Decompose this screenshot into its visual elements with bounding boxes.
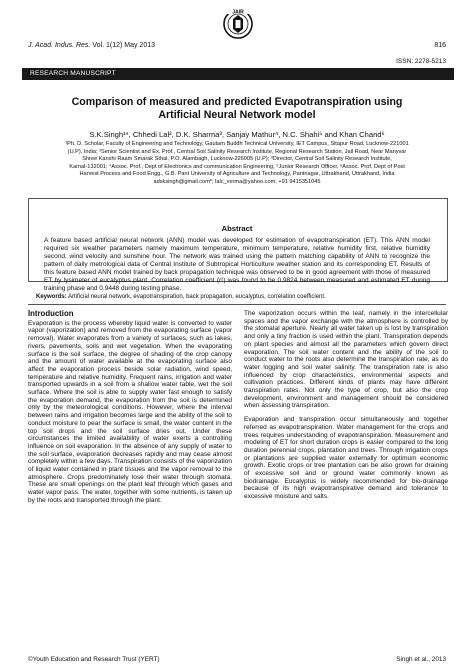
journal-reference: [28, 42, 155, 49]
keywords: [36, 294, 446, 300]
introduction-heading: Introduction: [28, 309, 74, 318]
article-title: [40, 96, 434, 122]
affiliation-line: Harvest Process and Food Engg., G.B. Pant University of Agriculture and Technology, Pantnagar, Uttrakhand, Uttrakhand, India: [79, 171, 395, 177]
title-line-1: Comparison of measured and predicted Evapotranspiration using: [71, 96, 403, 108]
manuscript-banner: [22, 68, 454, 80]
intro-paragraph: Evaporation is the process whereby liquid water is converted to water vapor (vaporization) and removed from the evaporating surface (vapor removal). Water evaporates from a variety of surfaces, such as lakes, rivers, pavements, soils and wet vegetation. When the evaporating surface is the soil surface, the degree of shading of the crop canopy and the amount of water available at the evaporating surface also affect the evaporation process beside solar radiation, wind speed, temperature and relative humidity. Frequent rains, irrigation and water transported upwards in a soil from a shallow water table, wet the soil surface. Where the soil is able to supply water fast enough to satisfy the evaporation demand, the evaporation from the soil is determined only by the meteorological conditions. However, where the interval between rains and irrigation becomes large and the ability of the soil to conduct moisture to pear the surface is small, the water content in the top soil drops and the soil surface dries out. Under these circumstances the limited availability of water exerts a controlling influence on soil evaporation. In the absence of any supply of water to the soil surface, evaporation decreases rapidly and may cease almost completely within a few days. Transpiration consists of the vaporization of liquid water contained in plant tissues and the vapor removal to the atmosphere. Crops predominately lose their water through stomata. These are small openings on the plant leaf through which gases and water vapor pass. The water, together with some nutrients, is taken up by the roots and transported through the plant.: [28, 319, 232, 504]
abstract-text: A feature based artificial neural network (ANN) model was developed for estimation of evapotranspiration (ET). This ANN model required six weather parameters namely maximum temperature, minimum temperature, relative humidity first, relative humidity second, wind velocity and sunshine hour. The network was trained using the pattern matching capability of ANN to recognize the pattern of daily metrological data of Central Institute of Subtropical Horticulture weather station and its corresponding ET. Results of this feature based ANN model trained by back propagation technique was observed to be in good agreement with those of measured ET by lysimeter of eucalyptus plant. Correlation coefficient (r²) was found to be 0.9824 between measured and estimated ET during training phase and 0.9448 during testing phase.: [44, 237, 430, 292]
affiliation-line: Shree Kanshi Raam Smarak Sthal, P.O. Alambagh, Lucknow-226005 (U.P); ³Director, Central Soil Salinity Research Institute,: [82, 156, 392, 162]
left-column: [28, 310, 232, 511]
svg-text:JAIR: JAIR: [232, 9, 244, 16]
title-line-2: Artificial Neural Network model: [158, 109, 316, 121]
journal-issue: Vol. 1(12) May 2013: [92, 42, 155, 49]
affiliation-email: adsksingh@gmail.com*; lalc_verma@yahoo.com; +91 9415351045: [153, 178, 321, 185]
affiliations: [32, 141, 442, 186]
right-column: [244, 310, 448, 507]
affiliation-line: (U.P), India; ²Senior Scientist and Ex. Prof., Central Soil Salinity Research Institute, Regional Research Station, Jail Road, Near Manyvar: [67, 148, 407, 155]
intro-paragraph: Evaporation and transpiration occur simultaneously and together referred as evapotranspiration. Water management for the crops and trees requires understanding of evapotranspiration. Measurement and modeling of ET for short duration crops is easier compared to the long duration perennial crops, plantation and trees. Through irrigation crops or plantations are supplied water externally for optimum economic growth. Exotic crops or tree plantation can be also grown for draining of excessive soil and or ground water commonly known as biodrainage. Eucalyptus is widely recommended for bio-drainage because of its high evapotranspirative demand and tolerance to excessive moisture and salts.: [244, 416, 448, 501]
affiliation-line: ¹Ph. D. Scholar, Faculty of Engineering and Technology, Gautam Buddh Technical University, IET Campus, Sitapur Road, Lucknow-221001: [65, 141, 409, 147]
affiliation-line: Karnal-132001; ⁴Assoc. Prof., Dept of Electronics and communication Engineering, ⁵Junior Research Officer, ⁶Assoc. Prof. Dept of Post: [69, 163, 405, 170]
journal-name: J. Acad. Indus. Res.: [28, 42, 91, 49]
keywords-divider: [28, 304, 446, 305]
banner-label: RESEARCH MANUSCRIPT: [30, 70, 116, 77]
abstract-heading: Abstract: [221, 224, 253, 233]
footer-copyright: ©Youth Education and Research Trust (YERT): [28, 656, 160, 663]
author-list: S.K.Singh¹*, Chhedi Lal², D.K. Sharma³, Sanjay Mathur⁴, N.C. Shahi⁵ and Khan Chand⁶: [89, 130, 385, 139]
keywords-text: Artificial neural network, evapotranspiration, back propagation, eucalyptus, correlation coefficient.: [68, 294, 326, 300]
journal-logo: [222, 6, 254, 50]
keywords-label: Keywords:: [36, 294, 67, 300]
intro-paragraph: The vaporization occurs within the leaf, namely in the intercellular spaces and the vapor exchange with the atmosphere is controlled by the stomatal aperture. Nearly all water taken up is lost by transpiration and only a tiny fraction is used within the plant. Transpiration depends on plant species and almost all the parameters which govern direct evaporation. The soil water content and the ability of the soil to conduct water to the roots also determine the transpiration rate, as do water logging and soil water salinity. The transpiration rate is also influenced by crop characteristics, environmental aspects and cultivation practices. Different kinds of plants may have different transpiration rates. Not only the type of crop, but also the crop development, environment and management should be considered when assessing transpiration.: [244, 310, 448, 410]
issn: ISSN: 2278-5213: [396, 58, 446, 65]
page-number: 816: [434, 42, 446, 49]
footer-citation: Singh et al., 2013: [396, 656, 446, 663]
